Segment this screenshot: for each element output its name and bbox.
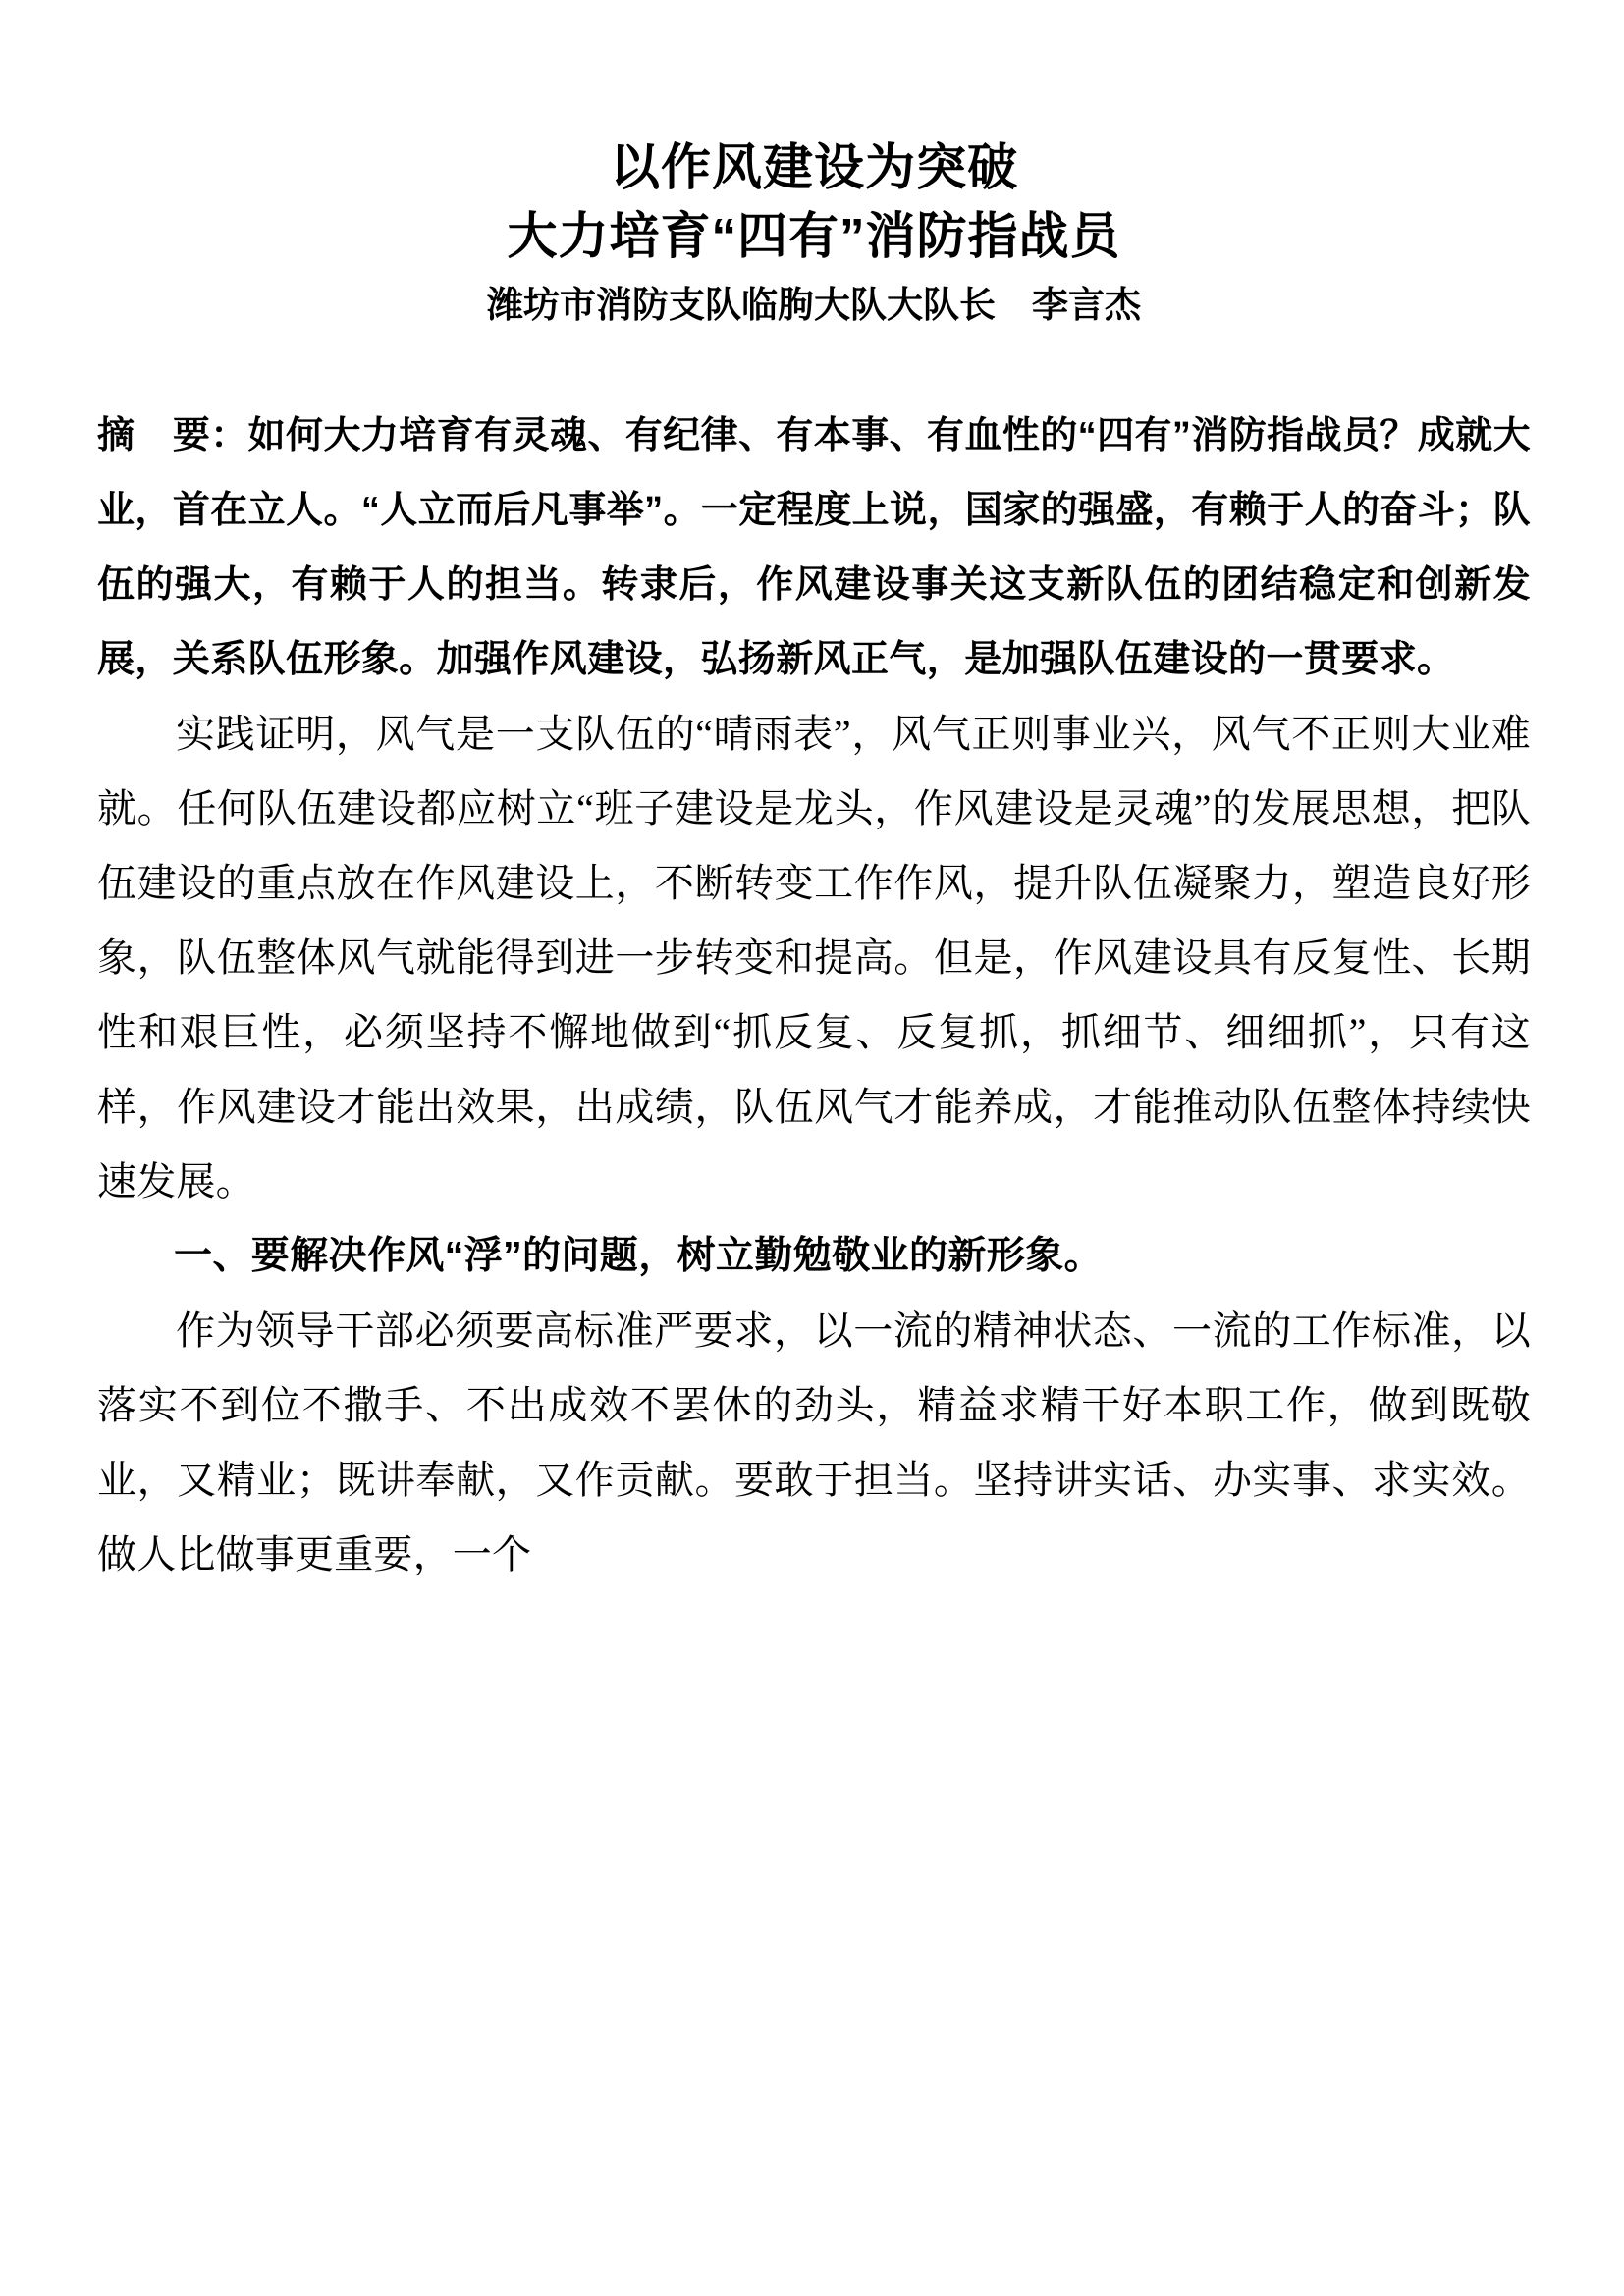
abstract-paragraph: 摘 要：如何大力培育有灵魂、有纪律、有本事、有血性的“四有”消防指战员？成就大业，首在立人。“人立而后凡事举”。一定程度上说，国家的强盛，有赖于人的奋斗；队伍的强大，有赖于人的担当。转隶后，作风建设事关这支新队伍的团结稳定和创新发展，关系队伍形象。加强作风建设，弘扬新风正气，是加强队伍建设的一贯要求。 [97, 415, 1531, 680]
document-title-line-1: 以作风建设为突破 [609, 139, 1018, 195]
document-content [97, 0, 1531, 1592]
document-byline: 潍坊市消防支队临朐大队大队长 李言杰 [487, 285, 1141, 325]
section-heading-1: 一、要解决作风“浮”的问题，树立勤勉敬业的新形象。 [174, 1235, 1104, 1277]
body-paragraph-2: 作为领导干部必须要高标准严要求，以一流的精神状态、一流的工作标准，以落实不到位不撒手、不出成效不罢休的劲头，精益求精干好本职工作，做到既敬业，又精业；既讲奉献，又作贡献。要敢于担当。坚持讲实话、办实事、求实效。做人比做事更重要，一个 [97, 1308, 1531, 1576]
title-block [97, 0, 1531, 334]
body-paragraph-1: 实践证明，风气是一支队伍的“晴雨表”，风气正则事业兴，风气不正则大业难就。任何队伍建设都应树立“班子建设是龙头，作风建设是灵魂”的发展思想，把队伍建设的重点放在作风建设上，不断转变工作作风，提升队伍凝聚力，塑造良好形象，队伍整体风气就能得到进一步转变和提高。但是，作风建设具有反复性、长期性和艰巨性，必须坚持不懈地做到“抓反复、反复抓，抓细节、细细抓”，只有这样，作风建设才能出效果，出成绩，队伍风气才能养成，才能推动队伍整体持续快速发展。 [97, 712, 1531, 1203]
document-title-line-2: 大力培育“四有”消防指战员 [507, 208, 1121, 264]
